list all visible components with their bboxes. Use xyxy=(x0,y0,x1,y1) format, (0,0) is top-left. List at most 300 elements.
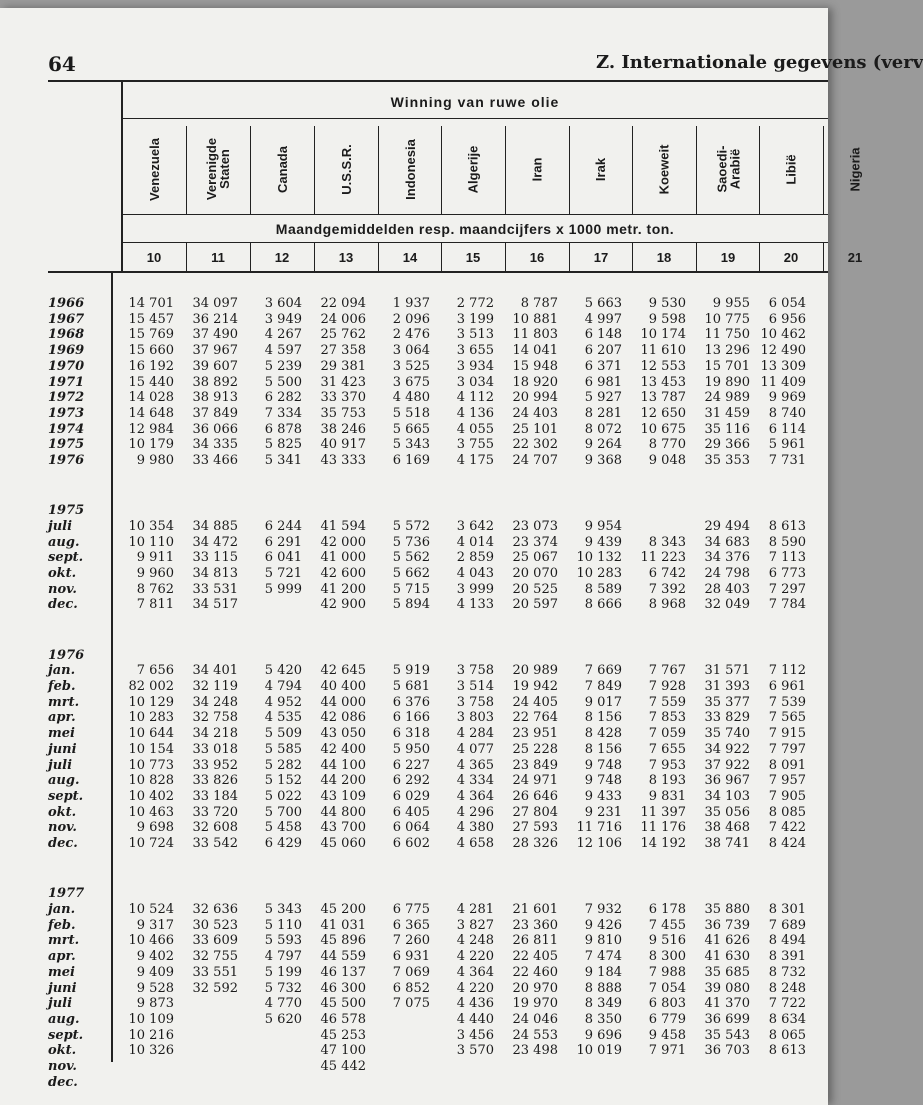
table-cell: 24 989 xyxy=(704,390,750,406)
row-label: 1975 xyxy=(48,437,85,453)
table-cell: 41 594 xyxy=(320,518,366,534)
row-label: juli xyxy=(48,757,73,773)
table-cell: 8 428 xyxy=(584,726,622,742)
country-name: Iran xyxy=(529,157,545,181)
table-cell: 40 917 xyxy=(320,437,366,453)
table-cell: 8 300 xyxy=(648,949,686,965)
row-label: apr. xyxy=(48,710,76,726)
table-cell: 9 960 xyxy=(136,566,174,582)
column-divider xyxy=(759,126,760,214)
table-cell: 3 064 xyxy=(392,343,430,359)
row-label: 1972 xyxy=(48,390,85,406)
table-cell: 10 402 xyxy=(128,788,174,804)
table-cell: 4 248 xyxy=(456,933,494,949)
row-label: mrt. xyxy=(48,933,80,949)
table-cell: 47 100 xyxy=(320,1043,366,1059)
table-cell: 31 459 xyxy=(704,405,750,421)
table-cell: 3 755 xyxy=(456,437,494,453)
table-cell: 3 642 xyxy=(456,518,494,534)
country-header xyxy=(759,126,823,212)
table-cell: 5 562 xyxy=(392,550,430,566)
row-label: jan. xyxy=(48,663,76,679)
table-cell: 6 779 xyxy=(648,1011,686,1027)
table-cell: 10 466 xyxy=(128,933,174,949)
table-cell: 3 827 xyxy=(456,917,494,933)
table-cell: 4 296 xyxy=(456,804,494,820)
table-cell: 36 214 xyxy=(192,311,238,327)
row-label: 1975 xyxy=(48,503,85,519)
table-cell: 14 192 xyxy=(640,836,686,852)
table-cell: 35 685 xyxy=(704,964,750,980)
table-cell: 12 650 xyxy=(640,405,686,421)
table-cell: 5 593 xyxy=(264,933,302,949)
table-cell: 7 928 xyxy=(648,679,686,695)
table-cell: 16 192 xyxy=(128,358,174,374)
table-cell: 10 644 xyxy=(128,726,174,742)
table-cell: 42 645 xyxy=(320,663,366,679)
table-cell: 43 700 xyxy=(320,820,366,836)
row-label: aug. xyxy=(48,1011,80,1027)
table-cell: 24 707 xyxy=(512,453,558,468)
column-number: 18 xyxy=(656,250,672,265)
table-cell: 6 878 xyxy=(264,421,302,437)
table-cell: 6 773 xyxy=(768,566,806,582)
table-cell: 5 022 xyxy=(264,788,302,804)
table-cell: 4 267 xyxy=(264,327,302,343)
table-cell: 9 831 xyxy=(648,788,686,804)
row-label: dec. xyxy=(48,597,78,613)
caption-rule xyxy=(121,242,828,243)
table-cell: 10 283 xyxy=(128,710,174,726)
table-cell: 9 955 xyxy=(712,296,750,311)
table-cell: 33 115 xyxy=(192,550,238,566)
table-cell: 7 669 xyxy=(584,663,622,679)
table-cell: 26 811 xyxy=(512,933,558,949)
table-cell: 9 439 xyxy=(584,534,622,550)
table-cell: 6 291 xyxy=(264,534,302,550)
table-cell: 6 981 xyxy=(584,374,622,390)
table-cell: 7 559 xyxy=(648,694,686,710)
table-cell: 34 472 xyxy=(192,534,238,550)
table-cell: 35 753 xyxy=(320,405,366,421)
table-cell: 3 570 xyxy=(456,1043,494,1059)
table-cell: 13 453 xyxy=(640,374,686,390)
column-divider xyxy=(632,126,633,214)
table-cell: 7 059 xyxy=(648,726,686,742)
country-header xyxy=(823,126,887,212)
table-cell: 20 070 xyxy=(512,566,558,582)
table-cell: 23 360 xyxy=(512,917,558,933)
table-cell: 13 296 xyxy=(704,343,750,359)
table-cell: 5 665 xyxy=(392,421,430,437)
column-number: 14 xyxy=(402,250,418,265)
table-cell: 34 248 xyxy=(192,694,238,710)
table-cell: 15 769 xyxy=(128,327,174,343)
column-number: 15 xyxy=(465,250,481,265)
table-cell: 10 773 xyxy=(128,757,174,773)
table-cell: 7 953 xyxy=(648,757,686,773)
column-number: 13 xyxy=(338,250,354,265)
table-cell: 7 455 xyxy=(648,917,686,933)
table-cell: 8 740 xyxy=(768,405,806,421)
table-cell: 41 200 xyxy=(320,581,366,597)
table-cell: 44 100 xyxy=(320,757,366,773)
table-cell: 10 828 xyxy=(128,773,174,789)
table-cell: 5 518 xyxy=(392,405,430,421)
table-cell: 4 480 xyxy=(392,390,430,406)
table-cell: 4 281 xyxy=(456,902,494,918)
table-cell: 7 474 xyxy=(584,949,622,965)
table-cell: 82 002 xyxy=(128,679,174,695)
table-cell: 8 072 xyxy=(584,421,622,437)
column-number: 19 xyxy=(720,250,736,265)
table-cell: 7 853 xyxy=(648,710,686,726)
table-cell: 45 253 xyxy=(320,1027,366,1043)
table-cell: 33 531 xyxy=(192,581,238,597)
table-cell: 8 193 xyxy=(648,773,686,789)
table-cell: 35 377 xyxy=(704,694,750,710)
table-cell: 26 646 xyxy=(512,788,558,804)
table-cell: 31 393 xyxy=(704,679,750,695)
table-cell: 2 859 xyxy=(456,550,494,566)
table-cell: 4 380 xyxy=(456,820,494,836)
column-number: 21 xyxy=(847,250,863,265)
table-cell: 34 218 xyxy=(192,726,238,742)
table-cell: 7 932 xyxy=(584,902,622,918)
table-cell: 4 440 xyxy=(456,1011,494,1027)
table-cell: 41 630 xyxy=(704,949,750,965)
table-cell: 29 381 xyxy=(320,358,366,374)
table-cell: 5 341 xyxy=(264,453,302,468)
table-cell: 4 077 xyxy=(456,741,494,757)
table-cell: 3 525 xyxy=(392,358,430,374)
table-cell: 21 601 xyxy=(512,902,558,918)
table-cell: 6 169 xyxy=(392,453,430,468)
table-cell: 6 166 xyxy=(392,710,430,726)
table-cell: 38 741 xyxy=(704,836,750,852)
table-cell: 12 106 xyxy=(576,836,622,852)
table-cell: 9 748 xyxy=(584,773,622,789)
row-label: 1971 xyxy=(48,374,85,390)
table-cell: 10 326 xyxy=(128,1043,174,1059)
table-cell: 45 442 xyxy=(320,1059,366,1075)
table-cell: 3 803 xyxy=(456,710,494,726)
table-cell: 8 248 xyxy=(768,980,806,996)
table-cell: 3 949 xyxy=(264,311,302,327)
column-number: 11 xyxy=(211,250,225,265)
table-cell: 33 466 xyxy=(192,453,238,468)
row-label: apr. xyxy=(48,949,76,965)
table-cell: 6 602 xyxy=(392,836,430,852)
row-label: 1968 xyxy=(48,327,85,343)
table-cell: 5 239 xyxy=(264,358,302,374)
table-cell: 34 335 xyxy=(192,437,238,453)
table-cell: 14 648 xyxy=(128,405,174,421)
table-cell: 36 967 xyxy=(704,773,750,789)
row-label: sept. xyxy=(48,1027,84,1043)
table-cell: 9 598 xyxy=(648,311,686,327)
table-cell: 43 050 xyxy=(320,726,366,742)
table-cell: 5 500 xyxy=(264,374,302,390)
table-cell: 7 915 xyxy=(768,726,806,742)
table-cell: 8 301 xyxy=(768,902,806,918)
table-cell: 19 942 xyxy=(512,679,558,695)
table-cell: 4 284 xyxy=(456,726,494,742)
table-cell: 6 041 xyxy=(264,550,302,566)
table-cell: 9 516 xyxy=(648,933,686,949)
table-cell: 6 365 xyxy=(392,917,430,933)
table-cell: 37 922 xyxy=(704,757,750,773)
table-cell: 23 849 xyxy=(512,757,558,773)
table-cell: 34 097 xyxy=(192,296,238,311)
table-cell: 9 980 xyxy=(136,453,174,468)
table-cell: 9 184 xyxy=(584,964,622,980)
row-label: 1969 xyxy=(48,343,85,359)
table-cell: 8 091 xyxy=(768,757,806,773)
table-cell: 8 156 xyxy=(584,741,622,757)
table-cell: 35 740 xyxy=(704,726,750,742)
table-cell: 4 770 xyxy=(264,996,302,1012)
table-cell: 11 803 xyxy=(512,327,558,343)
table-cell: 36 703 xyxy=(704,1043,750,1059)
table-cell: 7 334 xyxy=(264,405,302,421)
table-cell: 34 401 xyxy=(192,663,238,679)
table-cell: 34 683 xyxy=(704,534,750,550)
unit-caption: Maandgemiddelden resp. maandcijfers x 1000 metr. ton. xyxy=(275,221,675,237)
table-title: Winning van ruwe olie xyxy=(390,94,560,110)
table-cell: 5 736 xyxy=(392,534,430,550)
row-label: mrt. xyxy=(48,694,80,710)
table-cell: 5 681 xyxy=(392,679,430,695)
table-cell: 31 423 xyxy=(320,374,366,390)
table-cell: 34 813 xyxy=(192,566,238,582)
row-label: aug. xyxy=(48,773,80,789)
table-cell: 10 132 xyxy=(576,550,622,566)
row-label: okt. xyxy=(48,1043,77,1059)
table-cell: 9 433 xyxy=(584,788,622,804)
table-cell: 8 634 xyxy=(768,1011,806,1027)
table-cell: 6 742 xyxy=(648,566,686,582)
column-divider xyxy=(696,126,697,214)
colnum-rule xyxy=(48,271,828,273)
table-cell: 6 931 xyxy=(392,949,430,965)
page-number: 64 xyxy=(48,52,76,76)
row-label: 1966 xyxy=(48,296,85,311)
column-number: 10 xyxy=(146,250,162,265)
table-cell: 24 403 xyxy=(512,405,558,421)
row-label: 1973 xyxy=(48,405,85,421)
row-label: feb. xyxy=(48,679,76,695)
table-cell: 6 054 xyxy=(768,296,806,311)
country-name: Indonesia xyxy=(402,138,418,200)
table-cell: 2 476 xyxy=(392,327,430,343)
table-cell: 45 200 xyxy=(320,902,366,918)
table-cell: 6 961 xyxy=(768,679,806,695)
table-cell: 20 525 xyxy=(512,581,558,597)
table-cell: 6 207 xyxy=(584,343,622,359)
table-cell: 46 578 xyxy=(320,1011,366,1027)
table-cell: 7 957 xyxy=(768,773,806,789)
table-cell: 6 803 xyxy=(648,996,686,1012)
table-cell: 9 017 xyxy=(584,694,622,710)
row-label: 1976 xyxy=(48,647,85,663)
table-cell: 4 133 xyxy=(456,597,494,613)
row-label: 1967 xyxy=(48,311,85,327)
row-label: 1974 xyxy=(48,421,85,437)
table-cell: 32 119 xyxy=(192,679,238,695)
table-cell: 39 080 xyxy=(704,980,750,996)
table-cell: 42 000 xyxy=(320,534,366,550)
row-label: okt. xyxy=(48,804,77,820)
table-cell: 46 137 xyxy=(320,964,366,980)
table-cell: 13 787 xyxy=(640,390,686,406)
country-name: Saoedi- Arabië xyxy=(714,145,742,193)
table-cell: 20 989 xyxy=(512,663,558,679)
country-name: Koeweit xyxy=(656,144,672,194)
table-cell: 10 110 xyxy=(128,534,174,550)
table-cell: 32 049 xyxy=(704,597,750,613)
table-cell: 7 260 xyxy=(392,933,430,949)
table-cell: 12 490 xyxy=(760,343,806,359)
row-label: juli xyxy=(48,518,73,534)
table-cell: 8 787 xyxy=(520,296,558,311)
column-divider xyxy=(186,126,187,214)
table-cell: 4 220 xyxy=(456,949,494,965)
table-cell: 6 956 xyxy=(768,311,806,327)
table-cell: 10 463 xyxy=(128,804,174,820)
table-cell: 10 179 xyxy=(128,437,174,453)
table-cell: 11 750 xyxy=(704,327,750,343)
table-cell: 10 775 xyxy=(704,311,750,327)
table-cell: 46 300 xyxy=(320,980,366,996)
column-divider xyxy=(505,126,506,214)
table-cell: 5 999 xyxy=(264,581,302,597)
table-cell: 3 514 xyxy=(456,679,494,695)
table-cell: 11 223 xyxy=(640,550,686,566)
table-cell: 8 770 xyxy=(648,437,686,453)
table-cell: 12 553 xyxy=(640,358,686,374)
table-cell: 45 500 xyxy=(320,996,366,1012)
table-cell: 3 999 xyxy=(456,581,494,597)
table-cell: 7 113 xyxy=(768,550,806,566)
table-cell: 9 748 xyxy=(584,757,622,773)
table-cell: 7 655 xyxy=(648,741,686,757)
row-label: nov. xyxy=(48,820,77,836)
table-cell: 10 129 xyxy=(128,694,174,710)
table-cell: 8 391 xyxy=(768,949,806,965)
table-cell: 37 490 xyxy=(192,327,238,343)
table-cell: 43 333 xyxy=(320,453,366,468)
table-cell: 8 590 xyxy=(768,534,806,550)
table-cell: 23 498 xyxy=(512,1043,558,1059)
table-cell: 3 758 xyxy=(456,694,494,710)
table-cell: 19 970 xyxy=(512,996,558,1012)
column-divider xyxy=(314,126,315,214)
table-cell: 7 797 xyxy=(768,741,806,757)
row-label: jan. xyxy=(48,902,76,918)
table-cell: 4 055 xyxy=(456,421,494,437)
table-cell: 35 880 xyxy=(704,902,750,918)
table-cell: 33 829 xyxy=(704,710,750,726)
table-cell: 33 720 xyxy=(192,804,238,820)
document-page xyxy=(0,8,923,1105)
table-cell: 5 152 xyxy=(264,773,302,789)
table-cell: 31 571 xyxy=(704,663,750,679)
table-cell: 5 825 xyxy=(264,437,302,453)
table-cell: 41 626 xyxy=(704,933,750,949)
table-cell: 5 458 xyxy=(264,820,302,836)
table-cell: 7 971 xyxy=(648,1043,686,1059)
country-name: Venezuela xyxy=(146,137,162,201)
table-cell: 5 919 xyxy=(392,663,430,679)
row-label: sept. xyxy=(48,550,84,566)
country-header xyxy=(441,126,505,212)
table-cell: 38 913 xyxy=(192,390,238,406)
table-cell: 42 400 xyxy=(320,741,366,757)
table-cell: 8 065 xyxy=(768,1027,806,1043)
table-cell: 7 539 xyxy=(768,694,806,710)
table-cell: 5 572 xyxy=(392,518,430,534)
title-rule xyxy=(121,118,828,119)
table-cell: 32 755 xyxy=(192,949,238,965)
table-cell: 15 701 xyxy=(704,358,750,374)
table-cell: 6 775 xyxy=(392,902,430,918)
table-cell: 9 402 xyxy=(136,949,174,965)
table-cell: 7 988 xyxy=(648,964,686,980)
country-name: Algerije xyxy=(465,145,481,193)
table-cell: 7 656 xyxy=(136,663,174,679)
table-cell: 8 589 xyxy=(584,581,622,597)
table-cell: 8 613 xyxy=(768,518,806,534)
table-cell: 4 365 xyxy=(456,757,494,773)
table-cell: 33 370 xyxy=(320,390,366,406)
table-cell: 5 110 xyxy=(264,917,302,933)
table-cell: 33 018 xyxy=(192,741,238,757)
table-cell: 5 662 xyxy=(392,566,430,582)
table-cell: 35 056 xyxy=(704,804,750,820)
table-cell: 4 334 xyxy=(456,773,494,789)
table-cell: 36 699 xyxy=(704,1011,750,1027)
table-cell: 4 658 xyxy=(456,836,494,852)
table-cell: 15 440 xyxy=(128,374,174,390)
row-label: mei xyxy=(48,964,75,980)
table-cell: 22 460 xyxy=(512,964,558,980)
table-cell: 42 900 xyxy=(320,597,366,613)
table-cell: 41 370 xyxy=(704,996,750,1012)
row-label: okt. xyxy=(48,566,77,582)
table-cell: 9 696 xyxy=(584,1027,622,1043)
table-cell: 8 156 xyxy=(584,710,622,726)
table-cell: 6 371 xyxy=(584,358,622,374)
table-cell: 24 971 xyxy=(512,773,558,789)
table-cell: 3 034 xyxy=(456,374,494,390)
table-cell: 7 075 xyxy=(392,996,430,1012)
table-cell: 10 724 xyxy=(128,836,174,852)
table-cell: 9 698 xyxy=(136,820,174,836)
table-cell: 1 937 xyxy=(392,296,430,311)
country-header xyxy=(632,126,696,212)
table-cell: 10 462 xyxy=(760,327,806,343)
country-name: Libië xyxy=(783,153,799,185)
table-cell: 6 405 xyxy=(392,804,430,820)
table-cell: 8 085 xyxy=(768,804,806,820)
table-cell: 10 109 xyxy=(128,1011,174,1027)
table-cell: 38 892 xyxy=(192,374,238,390)
header-rule xyxy=(121,214,828,215)
table-cell: 24 405 xyxy=(512,694,558,710)
table-cell: 41 000 xyxy=(320,550,366,566)
country-header xyxy=(696,126,760,212)
